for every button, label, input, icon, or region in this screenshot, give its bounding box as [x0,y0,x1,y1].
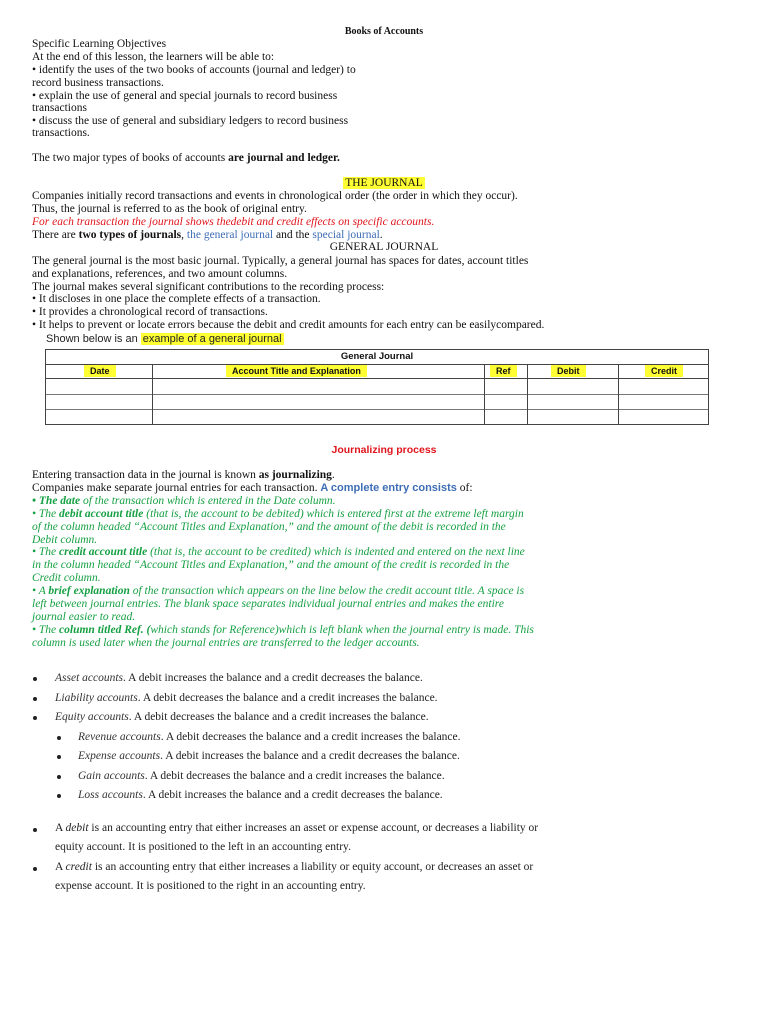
rule-term: Revenue accounts [78,731,161,743]
major-types-bold: are journal and ledger. [228,152,340,164]
general-journal-link: the general journal [186,229,274,241]
journal-red-note: For each transaction the journal shows thedebit and credit effects on specific accounts. [32,216,435,228]
debit-def-line-2: equity account. It is positioned to the left in an accounting entry. [55,841,351,853]
column-divider [152,364,153,424]
rule-term: Equity accounts [55,711,129,723]
major-types-sentence [32,152,340,165]
entry-debit-rest: (that is, the account to be debited) which is entered first at the extreme left margin [143,508,524,520]
entry-ref-prefix: • The [32,624,60,636]
bullet-dot [57,775,61,779]
page-title: Books of Accounts [344,26,424,37]
rule-term: Expense accounts [78,750,161,762]
entry-brief-prefix: • A [32,585,49,597]
entry-date-rest: of the transaction which is entered in the Date column. [80,495,336,507]
rule-loss [78,788,443,802]
entry-date [32,495,336,508]
objectives-heading: Specific Learning Objectives [32,38,167,50]
general-journal-heading: GENERAL JOURNAL [329,241,439,253]
credit-term: credit [65,861,92,873]
entry-debit-bold: debit account title [59,508,144,520]
objective-3-line-2: transactions. [32,127,90,139]
table-row [46,379,708,395]
credit-definition [55,858,715,896]
sample-table-title: General Journal [46,350,708,365]
gj-paragraph-2: and explanations, references, and two amount columns. [32,268,288,280]
rule-equity [55,710,429,724]
types-mid-2: and the [273,229,313,241]
types-mid-1: , [181,229,187,241]
column-divider [618,364,619,424]
gj-paragraph-1: The general journal is the most basic journal. Typically, a general journal has spaces for dates, account titles [32,255,529,267]
column-divider [484,364,485,424]
journalizing-sentence-1 [32,469,335,482]
rule-text: . A debit increases the balance and a credit decreases the balance. [123,672,423,684]
objective-1-line-2: record business transactions. [32,77,164,89]
entry-credit-rest: (that is, the account to be credited) which is indented and entered on the next line [147,546,525,558]
types-end: . [379,229,383,241]
objective-2-line-2: transactions [32,102,87,114]
debit-def-prefix: A [55,822,66,834]
entry-brief-explanation [32,585,524,598]
rule-text: . A debit increases the balance and a credit decreases the balance. [142,789,443,801]
gj-bullet-2: • It provides a chronological record of transactions. [32,306,268,318]
objective-1-line-1: • identify the uses of the two books of accounts (journal and ledger) to [32,64,356,76]
col-debit: Debit [551,365,586,377]
entry-ref-line-2: column is used later when the journal entries are transferred to the ledger accounts. [32,637,420,649]
jz-p2-prefix: Companies make separate journal entries for each transaction. [32,482,321,494]
rule-text: . A debit decreases the balance and a credit increases the balance. [144,770,445,782]
general-journal-sample-table [45,349,709,425]
figure-caption-highlight: example of a general journal [142,333,282,345]
entry-ref-bold: column titled Ref. ( [59,624,151,636]
rule-revenue [78,730,461,744]
journalizing-heading: Journalizing process [331,444,437,456]
rule-text: . A debit increases the balance and a credit decreases the balance. [160,750,460,762]
rule-text: . A debit decreases the balance and a credit increases the balance. [128,711,429,723]
major-types-prefix: The two major types of books of accounts [32,152,229,164]
entry-credit-line-2: in the column headed “Account Titles and Explanation,” and the amount of the credit is recorded in the [32,559,510,571]
journal-heading-wrap [0,177,768,189]
bullet-dot [57,736,61,740]
bullet-dot [33,677,37,681]
col-account-title: Account Title and Explanation [226,365,367,377]
bullet-dot [33,828,37,832]
credit-def-line-1: is an accounting entry that either increases a liability or equity account, or decreases an asset or [91,861,534,873]
bullet-dot [33,716,37,720]
credit-def-line-2: expense account. It is positioned to the right in an accounting entry. [55,880,366,892]
entry-brief-rest: of the transaction which appears on the line below the credit account title. A space is [129,585,525,597]
entry-credit-bold: credit account title [59,546,148,558]
table-row [46,409,708,424]
journal-paragraph-2: Thus, the journal is referred to as the book of original entry. [32,203,307,215]
debit-def-line-1: is an accounting entry that either increases an asset or expense account, or decreases a liability or [88,822,539,834]
rule-asset [55,671,423,685]
rule-text: . A debit decreases the balance and a credit increases the balance. [160,731,461,743]
credit-def-prefix: A [55,861,66,873]
entry-brief-line-2: left between journal entries. The blank space separates individual journal entries and makes the entire [32,598,504,610]
rule-term: Liability accounts [55,692,138,704]
objectives-intro: At the end of this lesson, the learners will be able to: [32,51,275,63]
entry-date-bold: • The date [32,495,81,507]
rule-term: Loss accounts [78,789,143,801]
bullet-dot [57,794,61,798]
debit-term: debit [65,822,89,834]
jz-p1-end: . [331,469,335,481]
col-ref: Ref [490,365,517,377]
entry-credit-title [32,546,525,559]
rule-text: . A debit decreases the balance and a credit increases the balance. [137,692,438,704]
rule-term: Asset accounts [55,672,124,684]
figure-caption-prefix: Shown below is an [46,333,141,345]
rule-expense [78,749,460,763]
entry-debit-line-2: of the column headed “Account Titles and Explanation,” and the amount of the debit is recorded in the [32,521,506,533]
entry-debit-line-3: Debit column. [32,534,98,546]
bullet-dot [33,697,37,701]
entry-ref-rest: which stands for Reference)which is left blank when the journal entry is made. This [150,624,534,636]
figure-caption [46,333,284,345]
jz-p1-prefix: Entering transaction data in the journal is known [32,469,259,481]
debit-definition [55,819,715,857]
journalizing-sentence-2 [32,482,473,495]
entry-brief-bold: brief explanation [48,585,130,597]
journal-paragraph-1: Companies initially record transactions and events in chronological order (the order in which they occur). [32,190,518,202]
table-row [46,394,708,410]
rule-gain [78,769,445,783]
objective-3-line-1: • discuss the use of general and subsidiary ledgers to record business [32,115,349,127]
complete-entry-highlight: A complete entry consists [320,482,457,494]
types-prefix: There are [32,229,79,241]
entry-ref-column [32,624,534,637]
gj-bullet-1: • It discloses in one place the complete effects of a transaction. [32,293,321,305]
jz-p2-end: of: [456,482,473,494]
entry-debit-title [32,508,524,521]
column-divider [527,364,528,424]
rule-term: Gain accounts [78,770,145,782]
entry-debit-prefix: • The [32,508,60,520]
entry-credit-prefix: • The [32,546,60,558]
rule-liability [55,691,438,705]
col-date: Date [84,365,116,377]
special-journal-link: special journal [312,229,380,241]
gj-bullet-3: • It helps to prevent or locate errors because the debit and credit amounts for each entry can be easilycompared. [32,319,545,331]
objective-2-line-1: • explain the use of general and special journals to record business [32,90,338,102]
bullet-dot [57,755,61,759]
entry-credit-line-3: Credit column. [32,572,101,584]
jz-p1-bold: as journalizing [258,469,332,481]
types-bold: two types of journals [78,229,182,241]
entry-brief-line-3: journal easier to read. [32,611,136,623]
sample-table-header [46,364,708,379]
journal-heading: THE JOURNAL [345,177,423,189]
bullet-dot [33,867,37,871]
gj-paragraph-3: The journal makes several significant contributions to the recording process: [32,281,385,293]
col-credit: Credit [645,365,683,377]
